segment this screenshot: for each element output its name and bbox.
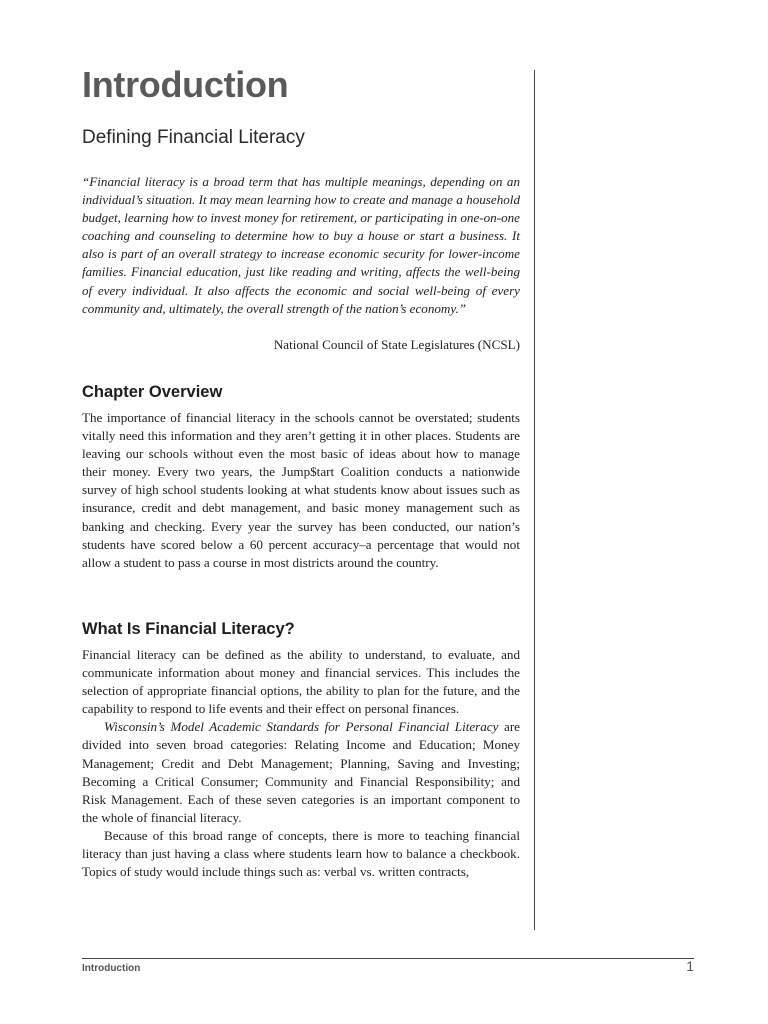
footer-rule — [82, 958, 694, 959]
footer-section-label: Introduction — [82, 963, 141, 974]
what-is-paragraph-2-text: are divided into seven broad categories: Relating Income and Education; Money Management; Credit and Debt Management; Planning, Saving and Investing; Becoming a Critical Consumer; Community and Financial Responsibility; and Risk Management. Each of these seven categories is an important component to the whole of financial literacy. — [82, 719, 520, 825]
chapter-overview-body: The importance of financial literacy in the schools cannot be overstated; students vitally need this information and they aren’t getting it in other places. Students are leaving our schools without even the most basic of ideas about how to manage their money. Every two years, the Jump$tart Coalition conducts a nationwide survey of high school students looking at what students know about issues such as insurance, credit and debt management, and basic money management such as banking and checking. Every year the survey has been conducted, our nation’s students have scored below a 60 percent accuracy–a percentage that would not allow a student to pass a course in most districts around the country. — [82, 410, 520, 570]
page-title: Introduction — [82, 64, 289, 105]
column-divider — [534, 70, 535, 930]
page-subtitle: Defining Financial Literacy — [82, 127, 305, 148]
what-is-paragraph-2 — [82, 718, 520, 827]
ncsl-quote: “Financial literacy is a broad term that has multiple meanings, depending on an individual’s situation. It may mean learning how to create and manage a household budget, learning how to invest money for retirement, or participating in one-on-one coaching and counseling to determine how to buy a house or start a business. It also is part of an overall strategy to increase economic security for lower-income families. Financial education, just like reading and writing, affects the well-being of every individual. It also affects the economic and social well-being of every community and, ultimately, the overall strength of the nation’s economy.” — [82, 174, 520, 316]
what-is-body — [82, 646, 520, 881]
what-is-heading: What Is Financial Literacy? — [82, 620, 295, 638]
page-number: 1 — [686, 958, 694, 974]
chapter-overview-heading: Chapter Overview — [82, 383, 223, 401]
standards-title: Wisconsin’s Model Academic Standards for Personal Financial Literacy — [104, 719, 499, 735]
what-is-paragraph-3: Because of this broad range of concepts, there is more to teaching financial literacy than just having a class where students learn how to balance a checkbook. Topics of study would include things such as: verbal vs. written contracts, — [82, 827, 520, 880]
what-is-paragraph-1: Financial literacy can be defined as the ability to understand, to evaluate, and communicate information about money and financial services. This includes the selection of appropriate financial options, the ability to plan for the future, and the capability to respond to life events and their effect on personal finances. — [82, 647, 520, 717]
quote-attribution: National Council of State Legislatures (NCSL) — [273, 337, 520, 352]
